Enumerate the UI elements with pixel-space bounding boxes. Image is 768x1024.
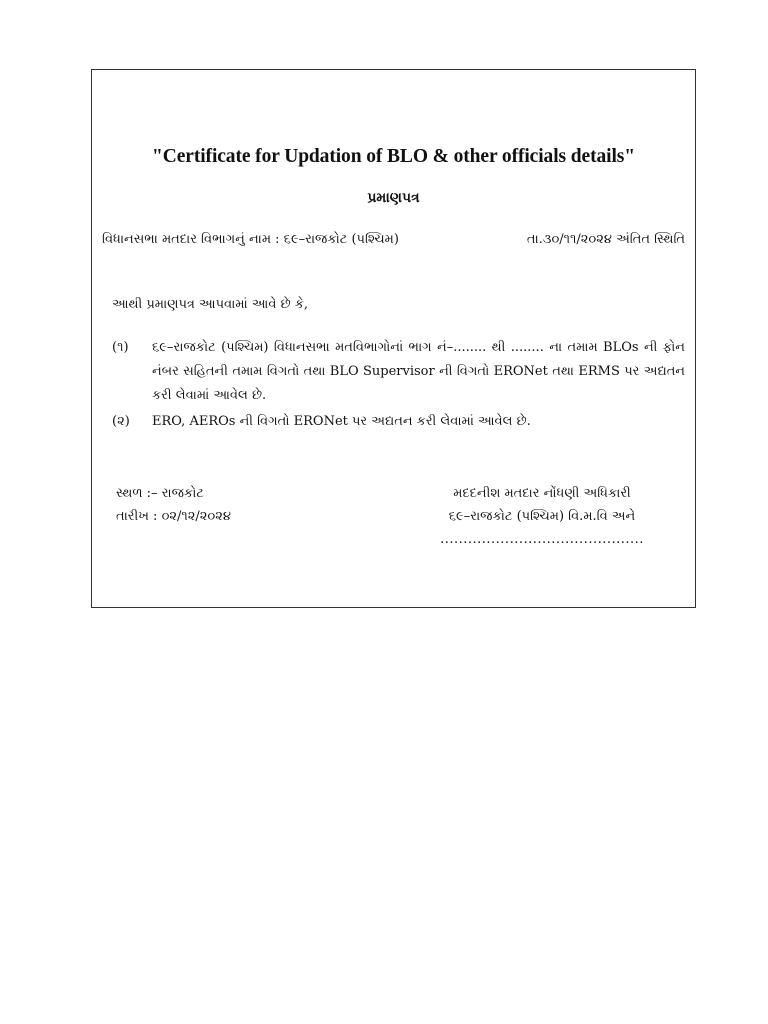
item-number: (૧) <box>112 340 129 355</box>
item-text: ૬૯–રાજકોટ (પશ્ચિમ) વિધાનસભા મતવિભાગોનાં ભાગ નં–........ થી ........ ના તમામ BLOs ની ફોન નંબર સહિતની તમામ વિગતો તથા BLO Supervisor ની વિગતો ERONet તથા ERMS પર અદ્યતન કરી લેવામાં આવેલ છે. <box>152 340 685 403</box>
constituency-line <box>102 232 685 247</box>
certificate-box <box>91 69 696 608</box>
place-line: સ્થળ :– રાજકોટ <box>116 486 204 501</box>
place-date-block <box>116 482 231 528</box>
signatory-block <box>412 482 672 551</box>
certificate-subtitle: પ્રમાણપત્ર <box>367 190 420 206</box>
date-line: તારીખ : ૦૨/૧૨/૨૦૨૪ <box>116 509 231 524</box>
list-item <box>112 410 685 434</box>
item-number: (૨) <box>112 414 130 429</box>
signatory-office: ૬૯–રાજકોટ (પશ્ચિમ) વિ.મ.વિ અને <box>448 509 636 524</box>
signature-line: ............................................ <box>440 532 644 547</box>
constituency-label: વિધાનસભા મતદાર વિભાગનું નામ : ૬૯–રાજકોટ (પશ્ચિમ) <box>102 232 399 247</box>
intro-text: આથી પ્રમાણપત્ર આપવામાં આવે છે કે, <box>112 297 309 312</box>
signatory-title: મદદનીશ મતદાર નોંધણી અધિકારી <box>453 486 631 501</box>
list-item <box>112 336 685 408</box>
date-status: તા.૩૦/૧૧/૨૦૨૪ અંતિત સ્થિતિ <box>526 232 685 247</box>
certificate-title: "Certificate for Updation of BLO & other officials details" <box>152 146 635 167</box>
item-text: ERO, AEROs ની વિગતો ERONet પર અદ્યતન કરી લેવામાં આવેલ છે. <box>152 414 531 429</box>
